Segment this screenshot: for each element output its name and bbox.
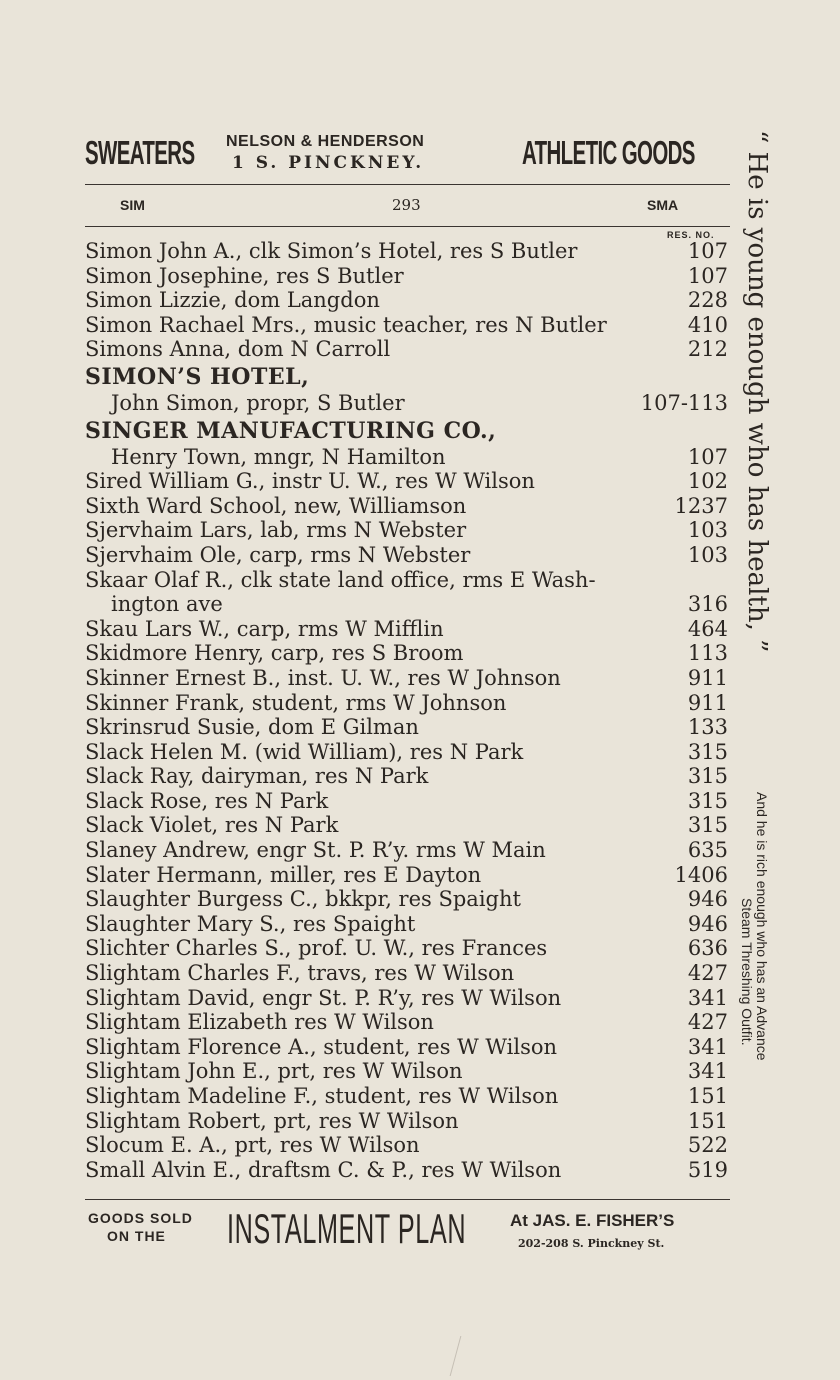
list-item: [85, 617, 728, 642]
entry-number: 107: [687, 263, 728, 288]
list-item: [85, 715, 728, 740]
entry-number: 464: [687, 616, 728, 641]
entry-number: 946: [687, 911, 728, 936]
entry-number: 107-113: [640, 390, 728, 415]
entry-text: Slack Violet, res N Park: [85, 813, 339, 838]
entry-text: Simon John A., clk Simon’s Hotel, res S Butler: [85, 239, 578, 263]
entry-number: 410: [687, 312, 728, 337]
list-item: [85, 1084, 728, 1109]
list-item: [85, 887, 728, 912]
column-label: RES. NO.: [667, 230, 715, 240]
entry-text: Skaar Olaf R., clk state land office, rms E Wash-: [85, 567, 596, 592]
entry-number: 107: [687, 444, 728, 469]
list-item: [85, 912, 728, 937]
entry-text: Slack Helen M. (wid William), res N Park: [85, 739, 524, 764]
list-item: [85, 789, 728, 814]
entry-number: 427: [687, 1010, 728, 1035]
list-item: [85, 494, 728, 519]
page-number: 293: [392, 196, 421, 214]
entry-number: 341: [687, 985, 728, 1010]
entry-text: Skinner Frank, student, rms W Johnson: [85, 690, 507, 715]
entry-number: 315: [687, 764, 728, 789]
entry-text: Slightam David, engr St. P. R’y, res W Wilson: [85, 985, 562, 1010]
entry-text: Skidmore Henry, carp, res S Broom: [85, 641, 464, 666]
entry-text: Slightam Charles F., travs, res W Wilson: [85, 961, 515, 986]
entry-number: 315: [687, 739, 728, 764]
entry-text: Slightam John E., prt, res W Wilson: [85, 1059, 463, 1084]
header-ad-center-firm: NELSON & HENDERSON: [226, 133, 425, 150]
list-item: [85, 592, 728, 617]
list-item: [85, 1133, 728, 1158]
entry-text: Sjervhaim Lars, lab, rms N Webster: [85, 518, 467, 543]
list-item: [85, 1109, 728, 1134]
list-item: [85, 863, 728, 888]
list-item: [85, 264, 728, 289]
footer-on-the: ON THE: [107, 1228, 166, 1244]
entry-number: 911: [687, 665, 728, 690]
list-item: [85, 1059, 728, 1084]
footer-instalment-plan: INSTALMENT PLAN: [227, 1205, 467, 1252]
paper-mark: [450, 1336, 488, 1376]
entry-text: Henry Town, mngr, N Hamilton: [111, 444, 446, 469]
entry-number: 315: [687, 788, 728, 813]
entry-text: ington ave: [111, 592, 223, 617]
entry-text: Slightam Madeline F., student, res W Wilson: [85, 1084, 559, 1108]
entry-text: Sired William G., instr U. W., res W Wilson: [85, 469, 535, 494]
entry-text: Slichter Charles S., prof. U. W., res Frances: [85, 936, 548, 961]
entry-number: 151: [687, 1108, 728, 1133]
entry-number: 107: [687, 239, 728, 263]
side-quote: “ He is young enough who has health, ”: [742, 130, 772, 653]
entry-text: Skrinsrud Susie, dom E Gilman: [85, 715, 419, 740]
entry-text: Slightam Elizabeth res W Wilson: [85, 1010, 434, 1035]
list-item: [85, 666, 728, 691]
entry-number: 228: [687, 288, 728, 313]
entry-text: Simon Josephine, res S Butler: [85, 263, 404, 288]
entry-text: Slaughter Mary S., res Spaight: [85, 911, 416, 936]
entry-text: Simon Lizzie, dom Langdon: [85, 288, 380, 313]
entry-number: 522: [687, 1133, 728, 1158]
entry-text: John Simon, propr, S Butler: [111, 390, 405, 415]
entry-text: Slaney Andrew, engr St. P. R’y. rms W Main: [85, 838, 546, 863]
list-item: [85, 543, 728, 568]
firm-heading: [85, 362, 728, 391]
guide-word-left: SIM: [120, 197, 145, 213]
entry-number: 133: [687, 715, 728, 740]
entry-number: 316: [687, 592, 728, 617]
list-item: [85, 1035, 728, 1060]
entry-number: 103: [687, 542, 728, 567]
list-item: [85, 239, 728, 264]
entry-number: 519: [687, 1157, 728, 1182]
entry-text: Small Alvin E., draftsm C. & P., res W Wilson: [85, 1157, 562, 1182]
entry-text: Sjervhaim Ole, carp, rms N Webster: [85, 542, 471, 567]
entries-list: [85, 239, 728, 1182]
list-item: [85, 518, 728, 543]
entry-text: Simon Rachael Mrs., music teacher, res N Butler: [85, 312, 607, 337]
entry-number: 341: [687, 1034, 728, 1059]
list-item: [85, 445, 728, 470]
footer-store-name: At JAS. E. FISHER’S: [510, 1211, 675, 1230]
list-item: [85, 568, 728, 593]
entry-number: 911: [687, 690, 728, 715]
entry-number: 1406: [674, 862, 728, 887]
side-ad-line2: Steam Threshing Outfit.: [739, 898, 755, 1046]
footer-store-address: 202-208 S. Pinckney St.: [518, 1237, 665, 1250]
entry-number: 212: [687, 337, 728, 362]
list-item: [85, 838, 728, 863]
guide-rule: [85, 226, 730, 227]
entry-text: Skinner Ernest B., inst. U. W., res W Johnson: [85, 665, 561, 690]
entry-text: Slack Ray, dairyman, res N Park: [85, 764, 429, 789]
entry-text: Slightam Robert, prt, res W Wilson: [85, 1108, 459, 1133]
list-item: [85, 961, 728, 986]
entry-text: Slightam Florence A., student, res W Wilson: [85, 1034, 558, 1059]
entry-text: Slaughter Burgess C., bkkpr, res Spaight: [85, 887, 521, 912]
entry-number: 341: [687, 1059, 728, 1084]
entry-number: 635: [687, 838, 728, 863]
list-item: [85, 1158, 728, 1183]
entry-text: SINGER MANUFACTURING CO.,: [85, 417, 497, 444]
list-item: [85, 391, 728, 416]
entry-text: Slack Rose, res N Park: [85, 788, 329, 813]
footer-goods-sold: GOODS SOLD: [88, 1210, 193, 1226]
guide-word-right: SMA: [647, 197, 679, 213]
entry-number: 427: [687, 961, 728, 986]
list-item: [85, 337, 728, 362]
list-item: [85, 1010, 728, 1035]
entry-text: Sixth Ward School, new, Williamson: [85, 493, 467, 518]
entry-number: 113: [687, 641, 728, 666]
header-ad-center-address: 1 S. PINCKNEY.: [232, 153, 425, 173]
list-item: [85, 469, 728, 494]
list-item: [85, 691, 728, 716]
header-ad-left: SWEATERS: [85, 134, 195, 171]
entry-number: 946: [687, 887, 728, 912]
entry-number: 1237: [674, 493, 728, 518]
entry-text: Skau Lars W., carp, rms W Mifflin: [85, 616, 444, 641]
list-item: [85, 740, 728, 765]
entry-number: 103: [687, 518, 728, 543]
list-item: [85, 313, 728, 338]
entry-text: Slocum E. A., prt, res W Wilson: [85, 1133, 420, 1158]
list-item: [85, 813, 728, 838]
entry-number: 315: [687, 813, 728, 838]
list-item: [85, 986, 728, 1011]
entry-number: 636: [687, 936, 728, 961]
footer-rule: [85, 1199, 730, 1200]
entry-text: Simons Anna, dom N Carroll: [85, 337, 391, 362]
list-item: [85, 936, 728, 961]
entry-number: 151: [687, 1084, 728, 1108]
list-item: [85, 764, 728, 789]
entry-text: Slater Hermann, miller, res E Dayton: [85, 862, 482, 887]
list-item: [85, 288, 728, 313]
header-rule: [85, 184, 730, 185]
entry-number: 102: [687, 469, 728, 494]
firm-heading: [85, 416, 728, 445]
list-item: [85, 641, 728, 666]
header-ad-right: ATHLETIC GOODS: [522, 134, 695, 171]
entry-text: SIMON’S HOTEL,: [85, 363, 310, 390]
side-ad-line1: And he is rich enough who has an Advance: [754, 792, 770, 1061]
